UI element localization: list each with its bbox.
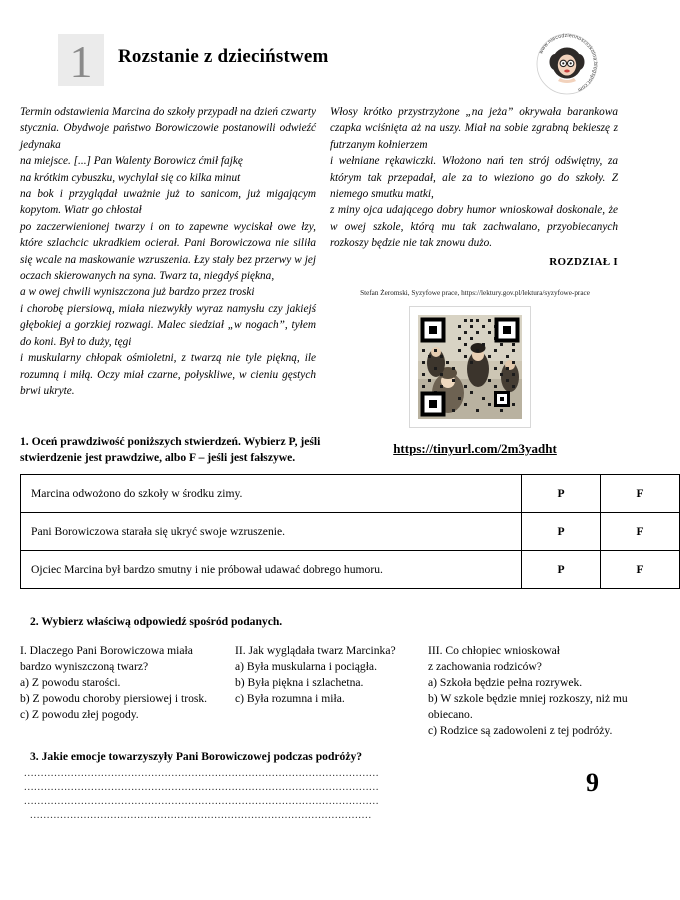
page-number: 9 [586, 768, 599, 797]
option-true[interactable]: P [522, 551, 601, 589]
answer-line[interactable]: .......................................................................................................... [24, 781, 380, 793]
statement-cell: Pani Borowiczowa starała się ukryć swoje wzruszenie. [21, 513, 522, 551]
table-row [21, 551, 680, 589]
passage-paragraph: Termin odstawienia Marcina do szkoły przypadł na dzień czwarty stycznia. Obydwoje państwo Borowiczowie postanowili odwieźć jedynaka [20, 106, 317, 151]
table-row [21, 475, 680, 513]
passage-paragraph: na bok i przyglądał uważnie już to sanicom, już migającym kopytom. Wiatr go chłostał [20, 188, 316, 217]
answer-option-c[interactable]: c) Była rozumna i miła. [235, 692, 345, 705]
source-attribution: Stefan Żeromski, Syzyfowe prace, https://lektury.gov.pl/lektura/syzyfowe-prace [360, 289, 590, 297]
answer-option-a[interactable]: a) Była muskularna i pociągła. [235, 660, 377, 673]
chapter-number: 1 [69, 36, 93, 87]
answer-option-a[interactable]: a) Z powodu starości. [20, 676, 121, 689]
question-prompt: III. Co chłopiec wnioskował [428, 644, 561, 657]
passage-paragraph: i muskularny chłopak ośmioletni, z twarzą nie tyle piękną, ile rozumną i miłą. Oczy miał czarne, połyskliwe, w cieniu gęstych brwi ukryte. [20, 352, 316, 397]
option-true[interactable]: P [522, 513, 601, 551]
task2-question-1 [20, 643, 235, 723]
answer-line[interactable]: ...................................................................................................... [30, 809, 372, 821]
answer-option-b[interactable]: b) W szkole będzie mniej rozkoszy, niż mu obiecano. [428, 692, 628, 721]
table-row [21, 513, 680, 551]
statement-cell: Marcina odwożono do szkoły w środku zimy. [21, 475, 522, 513]
answer-line[interactable]: .......................................................................................................... [24, 795, 380, 807]
option-false[interactable]: F [601, 475, 680, 513]
true-false-table [20, 474, 680, 589]
passage-paragraph: po zaczerwienionej twarzy i on to zapewne wyciskał owe łzy, które szlachcic ukradkiem ocierał. Pani Borowiczowa nie siliła się wcale na maskowanie wzruszenia. Łzy stały bez przerwy w jej oczach skierowanych na syna. Twarz ta, niegdyś piękna, [20, 220, 316, 283]
answer-option-c[interactable]: c) Z powodu złej pogody. [20, 708, 139, 721]
question-prompt: II. Jak wyglądała twarz Marcinka? [235, 644, 396, 657]
task3-instruction: 3. Jakie emocje towarzyszyły Pani Borowiczowej podczas podróży? [30, 750, 363, 763]
task2-question-3 [428, 643, 628, 739]
page-title: Rozstanie z dzieciństwem [118, 46, 329, 67]
passage-paragraph: a w owej chwili wyniszczona już bardzo przez troski [20, 286, 255, 299]
answer-option-b[interactable]: b) Z powodu choroby piersiowej i trosk. [20, 692, 208, 705]
answer-option-b[interactable]: b) Była piękna i szlachetna. [235, 676, 364, 689]
passage-right-column [330, 104, 618, 270]
question-prompt: bardzo wyniszczoną twarz? [20, 660, 149, 673]
answer-line[interactable]: .......................................................................................................... [24, 767, 380, 779]
question-prompt: z zachowania rodziców? [428, 660, 542, 673]
chapter-reference: ROZDZIAŁ I [549, 255, 618, 268]
chapter-number-badge [58, 34, 104, 86]
passage-paragraph: z miny ojca udającego dobry humor wnioskował doskonale, że w owej szkole, którą mu tak zachwalano, przyobiecanych rozkoszy będzie nie tak znowu dużo. [330, 204, 618, 250]
answer-option-a[interactable]: a) Szkoła będzie pełna rozrywek. [428, 676, 583, 689]
passage-left-column [20, 104, 316, 399]
passage-paragraph: i chorobę piersiową, miała niezwykły wyraz namysłu czy jakiejś głębokiej a gorzkiej rozwagi. Malec siedział „w nogach”, tyłem do koni. Był to duży, tęgi [20, 302, 316, 348]
page-header [22, 34, 614, 100]
qr-target-link[interactable]: https://tinyurl.com/2m3yadht [393, 441, 557, 456]
option-true[interactable]: P [522, 475, 601, 513]
task2-instruction: 2. Wybierz właściwą odpowiedź spośród podanych. [30, 615, 283, 628]
qr-code-icon[interactable] [409, 306, 531, 428]
passage-paragraph: Włosy krótko przystrzyżone „na jeża” okrywała barankowa czapka wciśnięta aż na uszy. Miał na sobie zgrabną bekieszę z futrzanym kołnierzem [330, 106, 618, 151]
passage-paragraph: na miejsce. [...] Pan Walenty Borowicz ćmił fajkę [20, 155, 243, 168]
passage-paragraph: na krótkim cybuszku, wychylał się co kilka minut [20, 171, 241, 184]
answer-option-c[interactable]: c) Rodzice są zadowoleni z tej podróży. [428, 724, 613, 737]
task1-instruction: 1. Oceń prawdziwość poniższych stwierdzeń. Wybierz P, jeśli stwierdzenie jest prawdziwe, albo F – jeśli jest fałszywe. [20, 435, 321, 464]
svg-text:www.niecodziennoscszkolna.blog: www.niecodziennoscszkolna.blogspot.com [538, 32, 599, 93]
option-false[interactable]: F [601, 513, 680, 551]
task2-question-2 [235, 643, 425, 707]
statement-cell: Ojciec Marcina był bardzo smutny i nie próbował udawać dobrego humoru. [21, 551, 522, 589]
option-false[interactable]: F [601, 551, 680, 589]
blog-logo-stamp [531, 28, 603, 100]
passage-paragraph: i wełniane rękawiczki. Włożono nań ten strój odświętny, za którym tak przepadał, ale za to wieziono go do szkoły. Z niemego smutku matki, [330, 155, 618, 201]
question-prompt: I. Dlaczego Pani Borowiczowa miała [20, 644, 193, 657]
